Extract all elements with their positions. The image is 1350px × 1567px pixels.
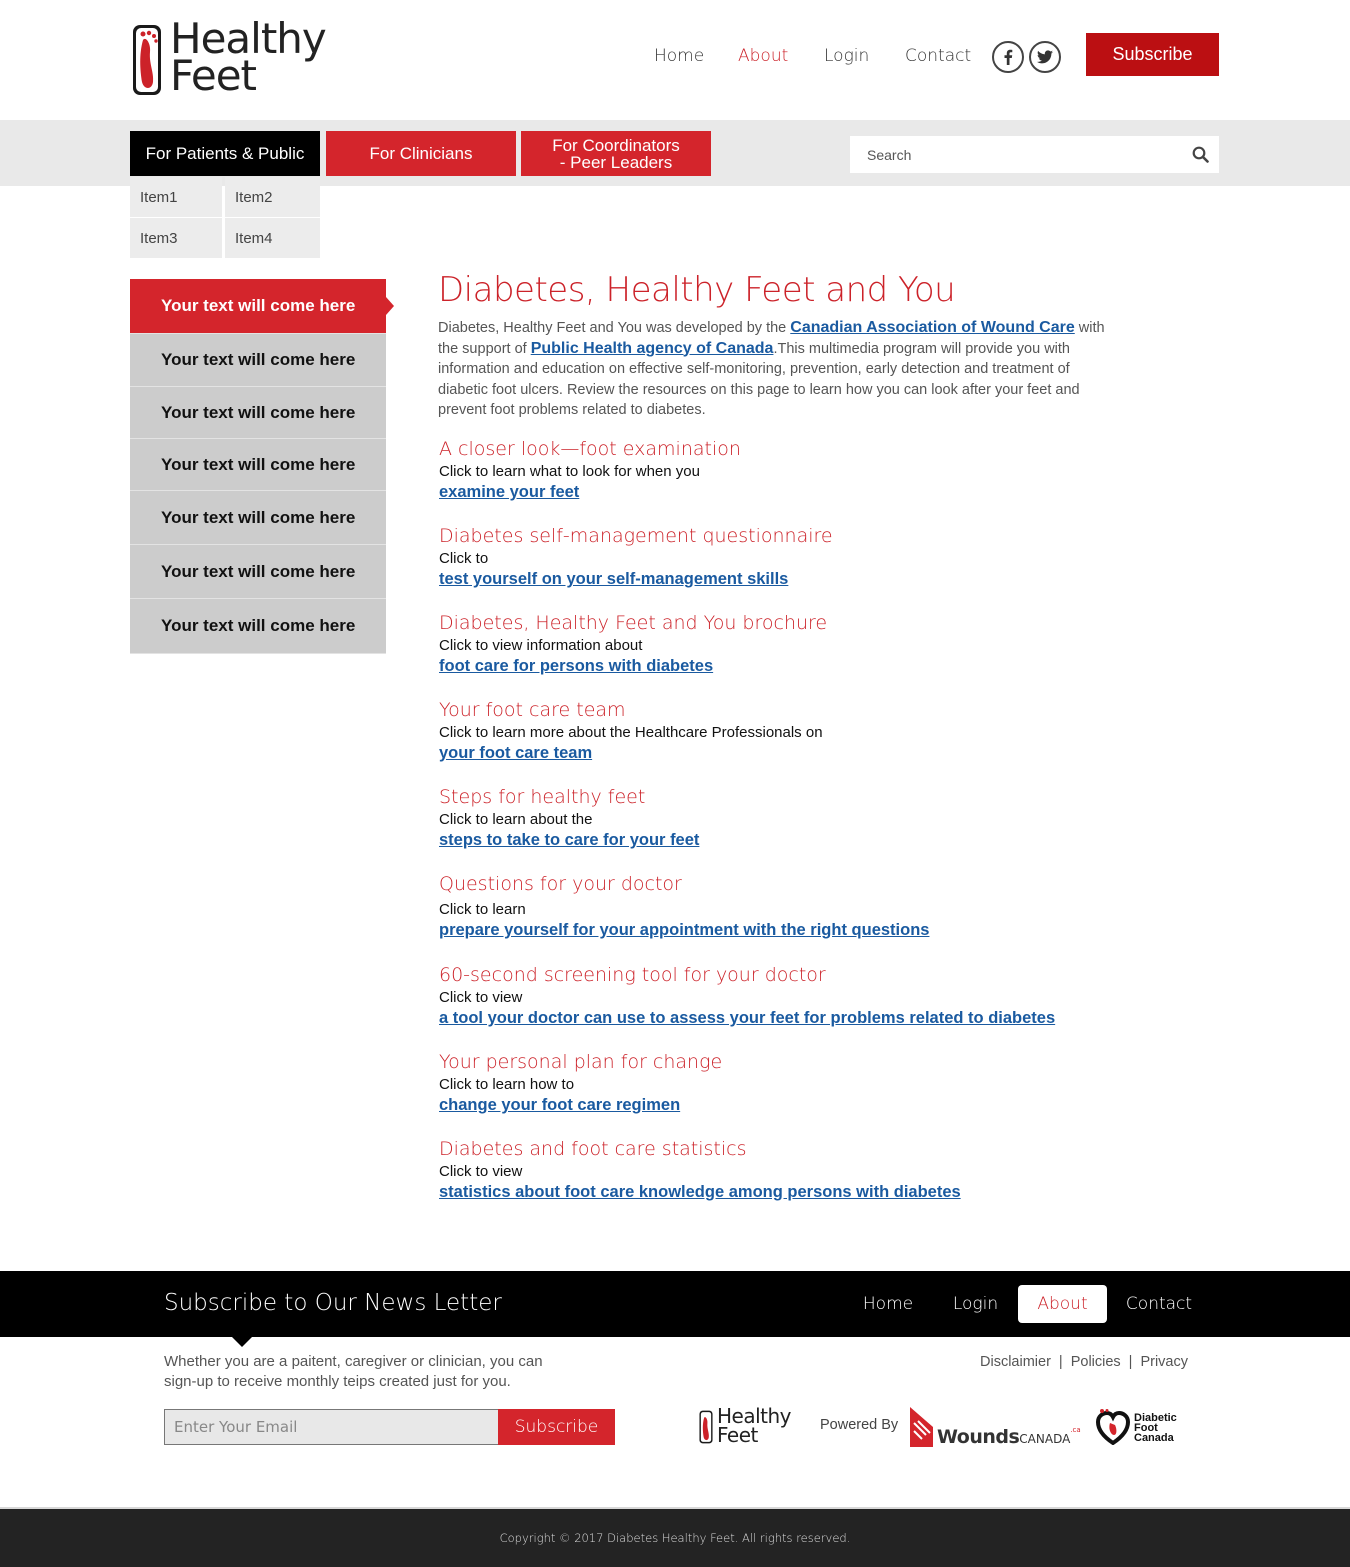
newsletter-title: Subscribe to Our News Letter xyxy=(164,1290,502,1316)
section-screening-tool xyxy=(439,964,1055,1028)
intro-text-2: with the support of xyxy=(438,320,1105,357)
disclaimer-link[interactable]: Disclaimier xyxy=(980,1354,1051,1370)
section-statistics xyxy=(439,1138,961,1202)
powered-by-label: Powered By xyxy=(820,1417,899,1433)
subscribe-button[interactable]: Subscribe xyxy=(1086,33,1219,76)
section-foot-examination xyxy=(439,438,741,502)
main-content xyxy=(438,270,1138,1201)
wounds-canada-logo[interactable] xyxy=(908,1407,1081,1448)
footer-nav-about[interactable]: About xyxy=(1018,1285,1107,1323)
healthy-feet-logo[interactable] xyxy=(130,14,326,100)
intro-paragraph xyxy=(438,318,1118,421)
section-brochure xyxy=(439,612,827,676)
section-title: Diabetes and foot care statistics xyxy=(439,1138,747,1160)
dropdown-item-4[interactable]: Item4 xyxy=(225,218,320,258)
newsletter-description: Whether you are a paitent, caregiver or clinician, you can sign-up to receive monthly teips created just for you. xyxy=(164,1353,543,1390)
section-link[interactable]: steps to take to care for your feet xyxy=(439,831,700,849)
sidebar-item-5[interactable]: Your text will come here xyxy=(130,491,386,545)
section-doctor-questions xyxy=(439,873,929,940)
section-questionnaire xyxy=(439,525,833,589)
dfc-line-1: Diabetic xyxy=(1134,1412,1177,1424)
privacy-link[interactable]: Privacy xyxy=(1140,1354,1188,1370)
email-field[interactable] xyxy=(164,1409,499,1445)
foot-logo-icon xyxy=(132,24,162,96)
section-title: Steps for healthy feet xyxy=(439,786,646,808)
nav-login[interactable]: Login xyxy=(824,46,870,66)
newsletter-pointer xyxy=(232,1337,252,1347)
ca-text: .ca xyxy=(1070,1426,1081,1434)
dropdown-item-3[interactable]: Item3 xyxy=(130,218,222,258)
tab-patients-public[interactable]: For Patients & Public xyxy=(130,131,320,176)
section-personal-plan xyxy=(439,1051,722,1115)
dfc-wordmark xyxy=(1134,1413,1177,1443)
section-title: A closer look—foot examination xyxy=(439,438,741,460)
section-title: Your personal plan for change xyxy=(439,1051,723,1073)
section-text: Click to view xyxy=(439,989,523,1006)
section-link[interactable]: a tool your doctor can use to assess your feet for problems related to diabetes xyxy=(439,1009,1056,1027)
section-text: Click to view xyxy=(439,1163,523,1180)
newsletter-subscribe-button[interactable]: Subscribe xyxy=(498,1409,615,1445)
section-title: 60-second screening tool for your doctor xyxy=(439,964,826,986)
dropdown-item-2[interactable]: Item2 xyxy=(225,177,320,217)
sidebar-item-4[interactable]: Your text will come here xyxy=(130,439,386,491)
sidebar-item-1[interactable]: Your text will come here xyxy=(130,279,386,334)
section-text: Click to learn about the xyxy=(439,811,593,828)
search-input[interactable] xyxy=(850,136,1170,173)
cawc-link[interactable]: Canadian Association of Wound Care xyxy=(790,319,1075,336)
section-title: Questions for your doctor xyxy=(439,873,682,895)
sidebar xyxy=(130,279,387,654)
nav-about[interactable]: About xyxy=(738,46,789,66)
logo-wordmark xyxy=(170,14,326,100)
phac-link[interactable]: Public Health agency of Canada xyxy=(530,339,774,357)
intro-text-1: Diabetes, Healthy Feet and You was developed by the xyxy=(438,320,791,336)
page-title: Diabetes, Healthy Feet and You xyxy=(438,270,956,310)
dfc-line-2: Foot xyxy=(1134,1422,1158,1434)
section-text: Click to learn how to xyxy=(439,1076,575,1093)
intro-text-3: .This multimedia program will provide you with information and education on effective self-monitoring, prevention, early detection and treatment of diabetic foot ulcers. Review the resources on this page to learn how you can look after your feet and prevent foot problems related to diabetes. xyxy=(438,340,1080,418)
facebook-icon[interactable] xyxy=(992,41,1024,73)
dfc-line-3: Canada xyxy=(1134,1432,1174,1444)
section-link[interactable]: change your foot care regimen xyxy=(439,1096,681,1114)
section-title: Your foot care team xyxy=(439,699,626,721)
section-text: Click to learn what to look for when you xyxy=(439,463,700,480)
copyright-bar xyxy=(0,1507,1350,1567)
section-text: Click to learn more about the Healthcare Professionals on xyxy=(439,724,823,741)
newsletter-bar xyxy=(0,1271,1350,1337)
sidebar-item-6[interactable]: Your text will come here xyxy=(130,545,386,599)
sidebar-item-3[interactable]: Your text will come here xyxy=(130,387,386,439)
section-title: Diabetes, Healthy Feet and You brochure xyxy=(439,612,828,634)
footer-nav-login[interactable]: Login xyxy=(952,1294,999,1314)
tab-coordinators-line-1: For Coordinators xyxy=(552,135,680,155)
nav-home[interactable]: Home xyxy=(654,46,705,66)
sidebar-item-2[interactable]: Your text will come here xyxy=(130,334,386,387)
search-icon[interactable] xyxy=(1192,146,1209,163)
section-link[interactable]: statistics about foot care knowledge among persons with diabetes xyxy=(439,1183,961,1201)
twitter-icon[interactable] xyxy=(1029,41,1061,73)
section-text: Click to xyxy=(439,550,489,567)
wounds-canada-mark-icon xyxy=(908,1407,935,1447)
canada-text: CANADA xyxy=(1019,1432,1071,1446)
section-link[interactable]: examine your feet xyxy=(439,483,580,501)
section-link[interactable]: your foot care team xyxy=(439,744,593,762)
sidebar-item-7[interactable]: Your text will come here xyxy=(130,599,386,654)
section-link[interactable]: test yourself on your self-management skills xyxy=(439,570,789,588)
site-header xyxy=(0,0,1350,120)
section-foot-care-team xyxy=(439,699,823,763)
logo-line-1: Healthy xyxy=(170,14,326,63)
section-steps xyxy=(439,786,699,850)
section-link[interactable]: prepare yourself for your appointment with the right questions xyxy=(439,921,930,939)
diabetic-foot-canada-logo[interactable] xyxy=(1096,1407,1180,1447)
newsletter-form xyxy=(164,1409,615,1445)
footer-logo-line-1: Healthy xyxy=(717,1404,792,1428)
section-text: Click to learn xyxy=(439,901,526,918)
healthy-feet-footer-logo[interactable] xyxy=(699,1404,793,1447)
link-separator: | xyxy=(1058,1354,1063,1370)
tab-clinicians[interactable]: For Clinicians xyxy=(326,131,516,176)
footer-nav-home[interactable]: Home xyxy=(862,1294,914,1314)
tab-coordinators-line-2: - Peer Leaders xyxy=(559,152,673,172)
wounds-text: Wounds xyxy=(937,1426,1020,1448)
policies-link[interactable]: Policies xyxy=(1070,1354,1121,1370)
logo-line-2: Feet xyxy=(170,51,257,100)
nav-contact[interactable]: Contact xyxy=(905,46,972,66)
wounds-canada-wordmark xyxy=(937,1426,1081,1448)
section-link[interactable]: foot care for persons with diabetes xyxy=(439,657,714,675)
foot-logo-icon xyxy=(699,1409,713,1445)
link-separator: | xyxy=(1128,1354,1133,1370)
tab-coordinators[interactable] xyxy=(521,131,711,176)
section-text: Click to view information about xyxy=(439,637,643,654)
copyright-text: Copyright © 2017 Diabetes Healthy Feet. All rights reserved. xyxy=(499,1531,851,1545)
heart-foot-icon xyxy=(1096,1409,1130,1445)
footer-logo-wordmark xyxy=(717,1404,792,1447)
footer-nav-contact[interactable]: Contact xyxy=(1125,1294,1193,1314)
dropdown-item-1[interactable]: Item1 xyxy=(130,177,222,217)
footer-logo-line-2: Feet xyxy=(717,1423,758,1447)
search-box xyxy=(850,136,1219,173)
footer-legal-links xyxy=(980,1354,1188,1370)
section-title: Diabetes self-management questionnaire xyxy=(439,525,833,547)
